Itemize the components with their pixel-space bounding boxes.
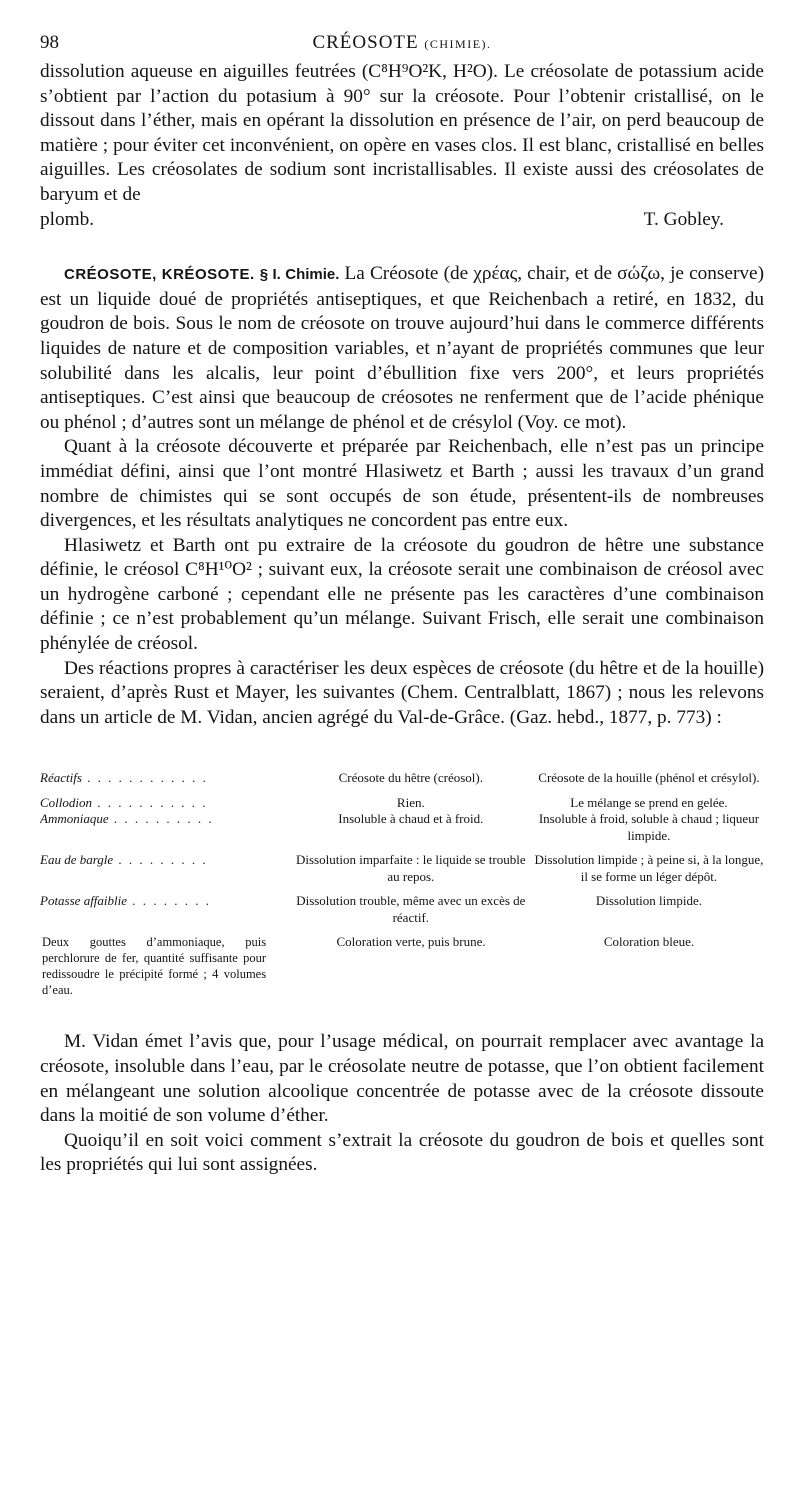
table-row [40,893,764,926]
table-cell-coal: Dissolution limpide. [595,893,703,909]
prev-article-signature [40,208,764,233]
table-header-coal: Créosote de la houille (phénol et crésylol). [538,770,760,786]
table-row [40,934,764,998]
table-row-label: Collodion . . . . . . . . . . . Ammoniaque . . . . . . . . . . [40,794,214,827]
table-row-label: Deux gouttes d’ammoniaque, puis perchlorure de fer, quantité suffisante pour redissoudre le précipité formé ; 4 volumes d’eau. [42,935,267,998]
article-paragraph-2: Quant à la créosote découverte et préparée par Reichenbach, elle n’est pas un principe immédiat défini, ainsi que l’ont montré Hlasiwetz et Barth ; aussi les travaux d’un grand nombre de chimistes qui se sont occupés de son étude, présentent-ils de nombreuses divergences, et les résultats analytiques ne concordent pas entre eux. [40,436,764,532]
table-cell-beech: Dissolution trouble, même avec un excès de réactif. [296,893,526,925]
after-paragraph-1: M. Vidan émet l’avis que, pour l’usage médical, on pourrait remplacer avec avantage la créosote, insoluble dans l’eau, par le créosolate neutre de potasse, que l’on obtient facilement en mélangeant une solution alcoolique concentrée de potasse avec de la créosote dissoute dans la moitié de son volume d’éther. [40,1031,764,1127]
article-heading: CRÉOSOTE, KRÉOSOTE. [64,266,255,284]
table-row-label: Eau de bargle . . . . . . . . . [40,852,208,868]
table-cell-beech: Dissolution imparfaite : le liquide se trouble au repos. [296,852,526,884]
prev-article-text: dissolution aqueuse en aiguilles feutrées (C⁸H⁹O²K, H²O). Le créosolate de potassium acide s’obtient par l’action du potasium à 90° sur la créosote. Pour l’obtenir cristallisé, on le dissout dans l’éther, mais en opérant la dissolution en présence de l’air, on perd beaucoup de matière ; pour éviter cet inconvénient, on opère en vases clos. Il est blanc, cristallisé en belles aiguilles. Les créosolates de sodium sont incristallisables. Il existe aussi des créosolates de baryum et de [40,61,764,205]
table-header-reagents: Réactifs . . . . . . . . . . . . [40,770,208,786]
table-cell-coal: Le mélange se prend en gelée. Insoluble à froid, soluble à chaud ; liqueur limpide. [538,794,760,843]
article-paragraph-3: Hlasiwetz et Barth ont pu extraire de la créosote du goudron de hêtre une substance définie, le créosol C⁸H¹⁰O² ; suivant eux, la créosote serait une combinaison de créosol avec un hydrogène carboné ; cependant elle ne présente pas les caractères d’une combinaison définie ; ce n’est probablement qu’un mélange. Suivant Frisch, elle serait une combinaison phénylée de créosol. [40,534,764,655]
prev-article-author: T. Gobley. [643,208,724,230]
table-cell-beech: Rien. Insoluble à chaud et à froid. [338,794,484,827]
section-gap [40,232,764,262]
table-cell-beech: Coloration verte, puis brune. [336,934,486,950]
table-header-row [40,770,764,787]
article-paragraph-1 [40,262,764,435]
article-paragraph-4: Des réactions propres à caractériser les deux espèces de créosote (du hêtre et de la houille) seraient, d’après Rust et Mayer, les suivantes (Chem. Centralblatt, 1867) ; nous les relevons dans un article de M. Vidan, ancien agrégé du Val-de-Grâce. (Gaz. hebd., 1877, p. 773) : [40,657,764,728]
table-header-beech: Créosote du hêtre (créosol). [338,770,483,786]
running-title [40,32,764,54]
reactions-table [40,770,764,998]
table-row [40,795,764,845]
page-number: 98 [40,32,59,53]
table-row-label: Potasse affaiblie . . . . . . . . [40,893,212,909]
prev-article-last-word: plomb. [40,208,95,230]
article-section-label: § I. Chimie. [259,266,340,284]
running-title-main: CRÉOSOTE [312,32,419,53]
article-p1-text: La Créosote (de χρέας, chair, et de σώζω, je conserve) est un liquide doué de propriétés antiseptiques, et que Reichenbach a retiré, en 1832, du goudron de bois. Sous le nom de créosote on trouve aujourd’hui dans le commerce différents liquides de nature et de composition variables, et n’ayant de propriétés communes que leur solubilité dans les alcalis, leur point d’ébullition fixe vers 200°, et leurs propriétés antiseptiques. C’est ainsi que beaucoup de créosotes ne renferment que de l’acide phénique ou phénol ; d’autres sont un mélange de phénol et de crésylol (Voy. ce mot). [40,263,765,433]
running-title-sub: (CHIMIE). [424,37,492,51]
table-cell-coal: Dissolution limpide ; à peine si, à la longue, il se forme un léger dépôt. [534,852,764,884]
table-row [40,852,764,885]
table-cell-coal: Coloration bleue. [603,934,695,950]
after-paragraph-2: Quoiqu’il en soit voici comment s’extrait la créosote du goudron de bois et quelles sont les propriétés qui lui sont assignées. [40,1129,764,1176]
running-header [40,30,764,60]
page [40,30,764,1178]
